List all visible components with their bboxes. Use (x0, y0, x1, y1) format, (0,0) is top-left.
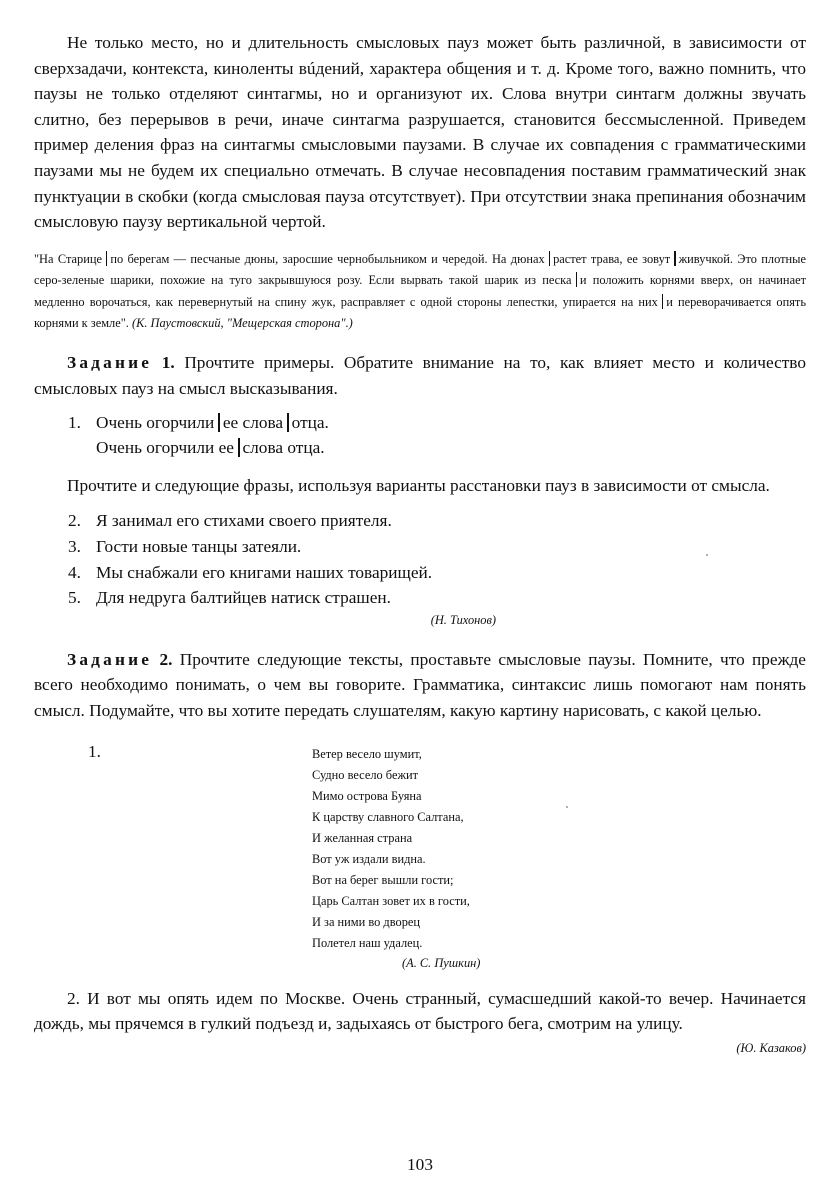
poem-author: (А. С. Пушкин) (402, 955, 481, 970)
example-line-1 (68, 410, 806, 436)
poem-line: И желанная страна (312, 830, 413, 845)
poem-line: Ветер весело шумит, (312, 746, 422, 761)
task-1-text: Прочтите примеры. Обратите внимание на то, как влияет место и количество смысловых пауз на смысл высказывания. (34, 353, 806, 398)
example-1b: ее слова (222, 412, 284, 432)
prose-author: (Ю. Казаков) (736, 1040, 806, 1055)
phrase-item: 5. Для недруга балтийцев натиск страшен. (68, 588, 391, 608)
phrase-item: 4. Мы снабжали его книгами наших товарищей. (68, 562, 433, 582)
example-line-2 (68, 435, 806, 461)
poem-line: Полетел наш удалец. (312, 936, 423, 951)
task-1-follow: Прочтите и следующие фразы, используя варианты расстановки пауз в зависимости от смысла. (67, 475, 770, 495)
example-1c: отца. (291, 412, 329, 432)
pause-bar (674, 251, 675, 266)
page-number: 103 (407, 1155, 433, 1174)
task-1-phrase-list (34, 508, 806, 610)
pause-bar (106, 251, 107, 266)
pause-bar (287, 413, 289, 432)
quote-source: (К. Паустовский, "Мещерская сторона".) (131, 315, 353, 330)
task-2-number: 2. (159, 649, 173, 669)
quote-seg-4: живучкой. Это плотные серо-зеленые шарики, похожие на туго закрывшуюся розу. Если вырвать такой шарик из песка (34, 251, 806, 288)
poem-block (34, 740, 806, 970)
book-page (34, 30, 806, 1068)
quote-example (34, 249, 806, 335)
example-2b: слова отца. (242, 438, 325, 458)
poem-number: 1. (88, 741, 101, 761)
pause-bar (218, 413, 220, 432)
poem-lines (312, 744, 470, 955)
poem-line: И за ними во дворец (312, 915, 421, 930)
task-2-text: Прочтите следующие тексты, проставьте смысловые паузы. Помните, что прежде всего необходимо понимать, о чем вы говорите. Грамматика, синтаксис лишь помогают нам понять смысл. Подумайте, что вы хотите передать слушателям, какую картину нарисовать, с какой целью. (34, 649, 806, 720)
quote-seg-6: и переворачивается опять корнями к земле". (34, 294, 806, 330)
task-2-label: Задание (67, 649, 153, 669)
example-1a: Очень огорчили (96, 412, 215, 432)
example-number: 1. (68, 412, 81, 432)
quote-seg-3: растет трава, ее зовут (553, 251, 671, 266)
pause-bar (549, 251, 550, 266)
task-1-number: 1. (161, 353, 175, 373)
quote-seg-2: по берегам — песчаные дюны, заросшие чернобыльником и чередой. На дюнах (110, 251, 545, 266)
example-2a: Очень огорчили ее (96, 438, 234, 458)
poem-line: Вот на берег вышли гости; (312, 873, 454, 888)
quote-seg-5: и положить корнями вверх, он начинает медленно ворочаться, как перевернутый на спину жук, расправляет с одной стороны лепестки, упирается на них (34, 273, 806, 309)
task-2-heading (34, 647, 806, 724)
pause-bar (662, 294, 663, 309)
phrase-item: 3. Гости новые танцы затеяли. (68, 536, 302, 556)
poem-line: Судно весело бежит (312, 767, 419, 782)
poem-line: Царь Салтан зовет их в гости, (312, 894, 470, 909)
poem-line: Вот уж издали видна. (312, 851, 426, 866)
pause-bar (238, 438, 240, 457)
pause-bar (576, 272, 577, 287)
phrase-item: 2. Я занимал его стихами своего приятеля. (68, 511, 392, 531)
scan-speck (566, 806, 568, 808)
prose-paragraph: 2. И вот мы опять идем по Москве. Очень странный, сумасшедший какой-то вечер. Начинается дождь, мы прячемся в гулкий подъезд и, задыхаясь от быстрого бега, смотрим на улицу. (34, 988, 806, 1034)
task-1-label: Задание (67, 353, 153, 373)
task-1-heading (34, 350, 806, 401)
intro-paragraph: Не только место, но и длительность смысловых пауз может быть различной, в зависимости от сверхзадачи, контекста, киноленты вúдений, характера общения и т. д. Кроме того, важно помнить, что паузы не только отделяют синтагмы, но и организуют их. Слова внутри синтагм должны звучать слитно, без перерывов в речи, иначе синтагма разрушается, становится бессмысленной. Приведем пример деления фраз на синтагмы смысловыми паузами. В случае их совпадения с грамматическими паузами мы не будем их специально отмечать. В случае несовпадения поставим грамматический знак пунктуации в скобки (когда смысловая пауза отсутствует). При отсутствии знака препинания обозначим смысловую паузу вертикальной чертой. (34, 33, 806, 232)
scan-speck (706, 554, 708, 556)
poem-line: Мимо острова Буяна (312, 788, 422, 803)
task-1-author: (Н. Тихонов) (430, 612, 496, 627)
poem-line: К царству славного Салтана, (312, 809, 464, 824)
task-1-example-list (34, 410, 806, 461)
quote-seg-1: "На Старице (34, 251, 102, 266)
